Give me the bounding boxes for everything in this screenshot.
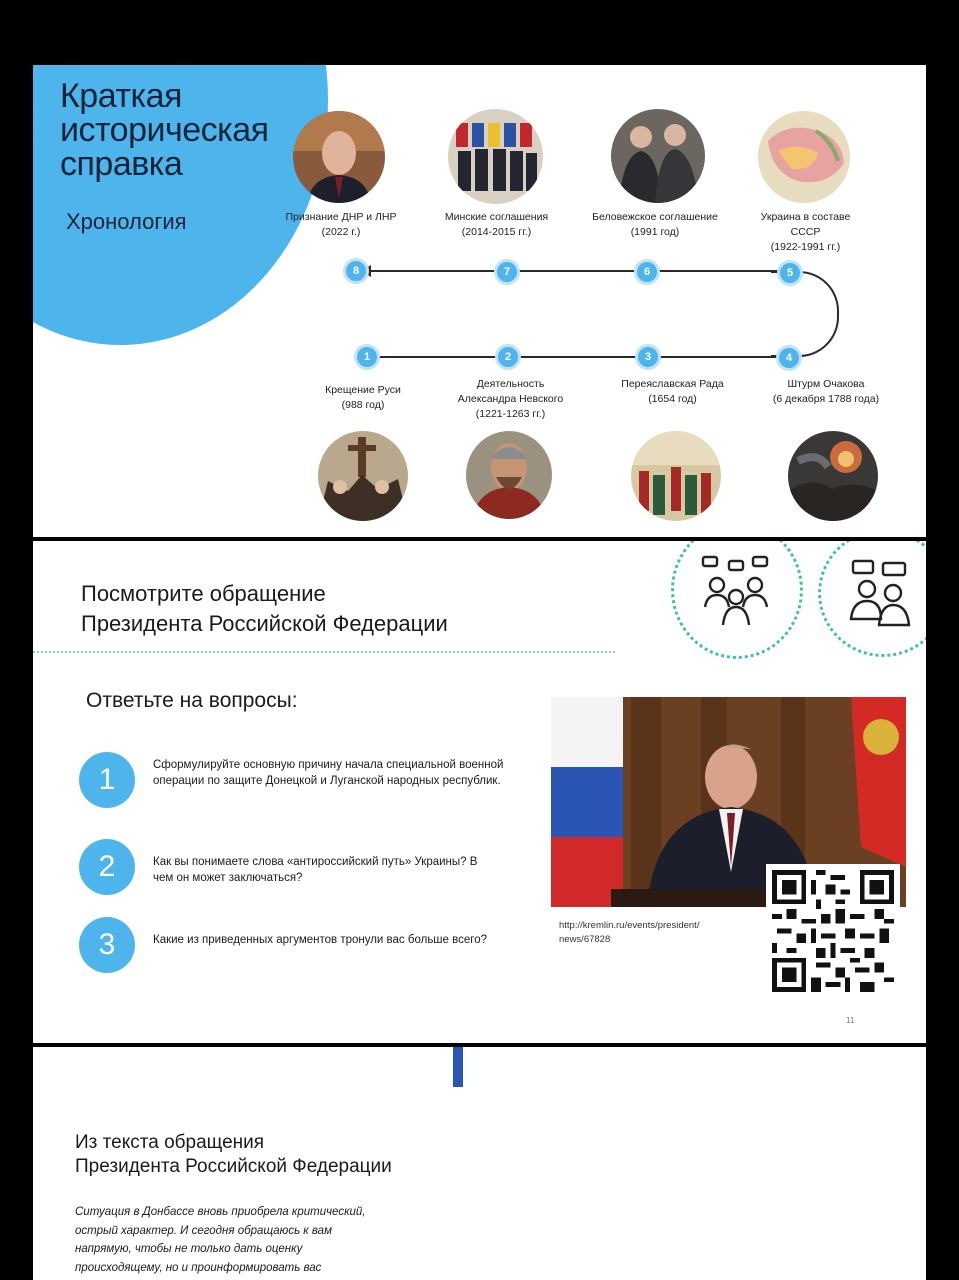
questions-title: Ответьте на вопросы: [86, 689, 298, 712]
photo-event-1 [318, 431, 408, 521]
event-label-7: Минские соглашения (2014-2015 гг.) [444, 211, 549, 238]
event-label-8: Признание ДНР и ЛНР (2022 г.) [285, 211, 397, 238]
slide-address-text [33, 1047, 926, 1280]
photo-overlay [463, 1047, 926, 1280]
question-number-3: 3 [79, 917, 135, 973]
timeline-curve [771, 271, 839, 357]
people-chat-icon [849, 559, 913, 627]
timeline-node-7: 7 [494, 259, 520, 285]
slide-chronology [33, 65, 926, 537]
event-label-4: Штурм Очакова (6 декабря 1788 года) [772, 378, 880, 405]
timeline-node-4: 4 [776, 345, 802, 371]
slide-heading: Посмотрите обращение Президента Российской Федерации [81, 581, 448, 636]
timeline-node-2: 2 [495, 344, 521, 370]
slide-heading: Из текста обращения Президента Российской Федерации [75, 1132, 392, 1177]
kremlin-link[interactable]: http://kremlin.ru/events/president/ news/67828 [559, 920, 700, 945]
question-text-3: Какие из приведенных аргументов тронули вас больше всего? [153, 934, 487, 946]
event-label-1: Крещение Руси (988 год) [325, 384, 401, 411]
question-number-2: 2 [79, 839, 135, 895]
question-text-1: Сформулируйте основную причину начала специальной военной операции по защите Донецкой и Луганской народных республик. [153, 759, 504, 787]
event-label-6: Беловежское соглашение (1991 год) [592, 211, 718, 238]
photo-event-2 [466, 431, 552, 519]
qr-code-icon [766, 864, 900, 998]
timeline-bottom-line [368, 356, 793, 358]
event-label-5: Украина в составе СССР (1922-1991 гг.) [760, 211, 851, 253]
slide-subtitle: Хронология [66, 209, 187, 234]
dotted-divider [33, 651, 615, 653]
event-label-3: Переяславская Рада (1654 год) [621, 378, 724, 405]
question-number-1: 1 [79, 752, 135, 808]
photo-event-8 [293, 111, 385, 203]
timeline-node-5: 5 [777, 260, 803, 286]
slide-title: Краткая историческая справка [60, 77, 269, 183]
timeline-node-6: 6 [634, 259, 660, 285]
photo-event-4 [788, 431, 878, 521]
people-discussion-icon [699, 555, 775, 627]
photo-event-5 [758, 111, 850, 203]
timeline-node-8: 8 [343, 258, 369, 284]
event-label-2: Деятельность Александра Невского (1221-1263 гг.) [457, 378, 564, 420]
timeline-node-3: 3 [635, 344, 661, 370]
photo-event-3 [631, 431, 721, 521]
address-quote: Ситуация в Донбассе вновь приобрела критический, острый характер. И сегодня обращаюсь к вам напрямую, чтобы не только дать оценку происходящему, но и проинформировать вас [75, 1206, 366, 1274]
photo-event-7 [448, 109, 543, 204]
slide-questions [33, 541, 926, 1043]
page-number: 11 [846, 1016, 855, 1025]
timeline-top-line [361, 270, 791, 272]
question-text-2: Как вы понимаете слова «антироссийский путь» Украины? В чем он может заключаться? [153, 856, 478, 884]
photo-event-6 [611, 109, 705, 203]
timeline-node-1: 1 [354, 344, 380, 370]
